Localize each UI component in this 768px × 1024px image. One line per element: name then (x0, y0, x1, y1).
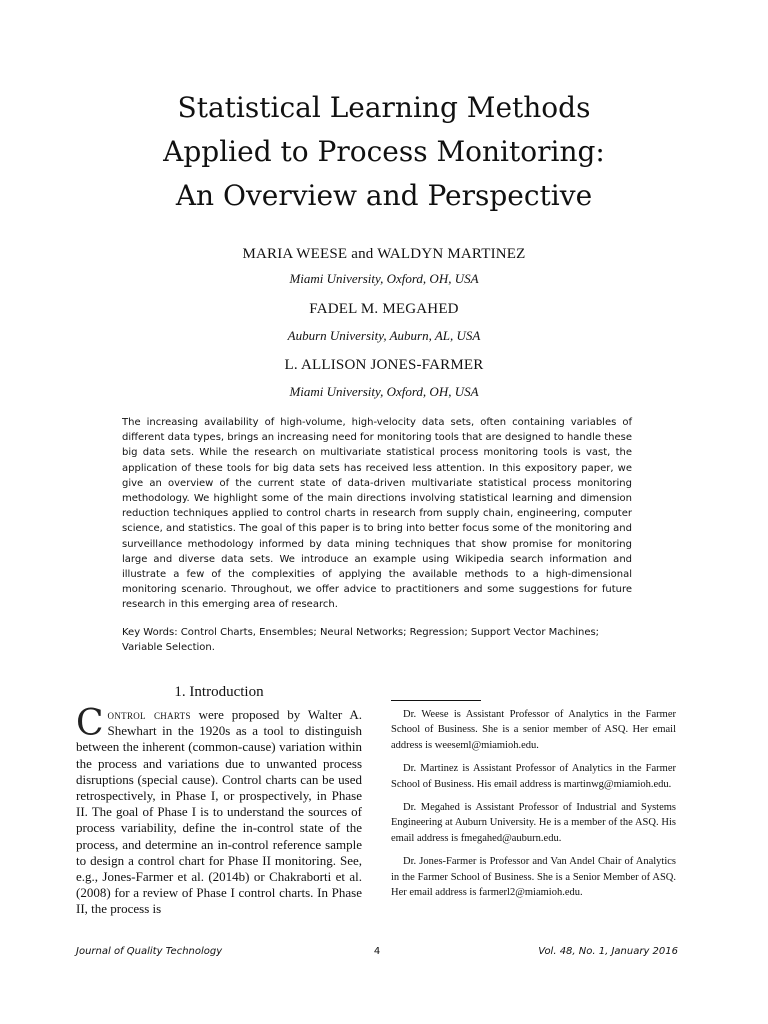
keywords: Key Words: Control Charts, Ensembles; Neural Networks; Regression; Support Vector Machines; Variable Selection. (122, 627, 600, 654)
volume-info: Vol. 48, No. 1, January 2016 (538, 946, 678, 957)
footnote: Dr. Megahed is Assistant Professor of Industrial and Systems Engineering at Auburn University. He is a member of the ASQ. His email address is fmegahed@auburn.edu. (391, 802, 676, 844)
page-footer (76, 946, 678, 962)
author-joiner: and (351, 246, 374, 262)
title-line: An Overview and Perspective (175, 179, 593, 212)
section-heading: 1. Introduction (174, 684, 264, 700)
title-line: Statistical Learning Methods (177, 91, 591, 124)
title-line: Applied to Process Monitoring: (163, 135, 605, 168)
author-block-1 (0, 246, 768, 287)
page-number: 4 (373, 946, 381, 957)
author-name: FADEL M. MEGAHED (309, 301, 459, 317)
author-names (0, 246, 768, 263)
footnote-rule (391, 700, 481, 701)
abstract: The increasing availability of high-volume, high-velocity data sets, often containing variables of different data types, brings an increasing need for monitoring tools that are designed to handle these big data sets. While the research on multivariate statistical process monitoring tools is vast, the application of these tools for big data sets has received less attention. In this expository paper, we give an overview of the current state of data-driven multivariate statistical process monitoring methodology. We highlight some of the main directions involving statistical learning and dimension reduction techniques applied to control charts in research from supply chain, engineering, computer science, and statistics. The goal of this paper is to bring into better focus some of the monitoring and surveillance methodology informed by data mining techniques that show promise for monitoring large and diverse data sets. We introduce an example using Wikipedia search information and illustrate a few of the complexities of applying the available methods to a high-dimensional monitoring scenario. Throughout, we offer advice to practitioners and some suggestions for future research in this emerging area of research. (122, 417, 632, 611)
drop-cap: C (76, 703, 104, 744)
footnotes (391, 707, 676, 908)
author-name: L. ALLISON JONES-FARMER (284, 357, 484, 373)
author-affiliation: Miami University, Oxford, OH, USA (289, 271, 479, 286)
footnote: Dr. Martinez is Assistant Professor of Analytics in the Farmer School of Business. His email address is martinwg@miamioh.edu. (391, 763, 676, 790)
author-block-2 (0, 301, 768, 344)
paper-title (60, 86, 708, 218)
introduction-text: were proposed by Walter A. Shewhart in the 1920s as a tool to distinguish between the inherent (common-cause) variation within the process and variations due to unwanted process disruptions (special cause). Control charts can be used retrospectively, in Phase I, or prospectively, in Phase II. The goal of Phase I is to understand the sources of process variability, define the in-control state of the process, and determine an in-control reference sample to design a control chart for Phase II monitoring. See, e.g., Jones-Farmer et al. (2014b) or Chakraborti et al. (2008) for a review of Phase I control charts. In Phase II, the process is (76, 707, 362, 917)
introduction-body (76, 703, 362, 918)
author-affiliation: Auburn University, Auburn, AL, USA (287, 328, 481, 343)
journal-name: Journal of Quality Technology (76, 946, 223, 957)
author-name: MARIA WEESE (242, 246, 348, 262)
author-name: WALDYN MARTINEZ (377, 246, 526, 262)
lead-in-smallcaps: ontrol charts (107, 707, 191, 722)
author-affiliation: Miami University, Oxford, OH, USA (289, 384, 479, 399)
footnote: Dr. Weese is Assistant Professor of Analytics in the Farmer School of Business. She is a senior member of ASQ. Her email address is weeseml@miamioh.edu. (391, 709, 676, 751)
footnote: Dr. Jones-Farmer is Professor and Van Andel Chair of Analytics in the Farmer School of Business. She is a Senior Member of ASQ. Her email address is farmerl2@miamioh.edu. (391, 856, 676, 899)
author-block-3 (0, 357, 768, 400)
